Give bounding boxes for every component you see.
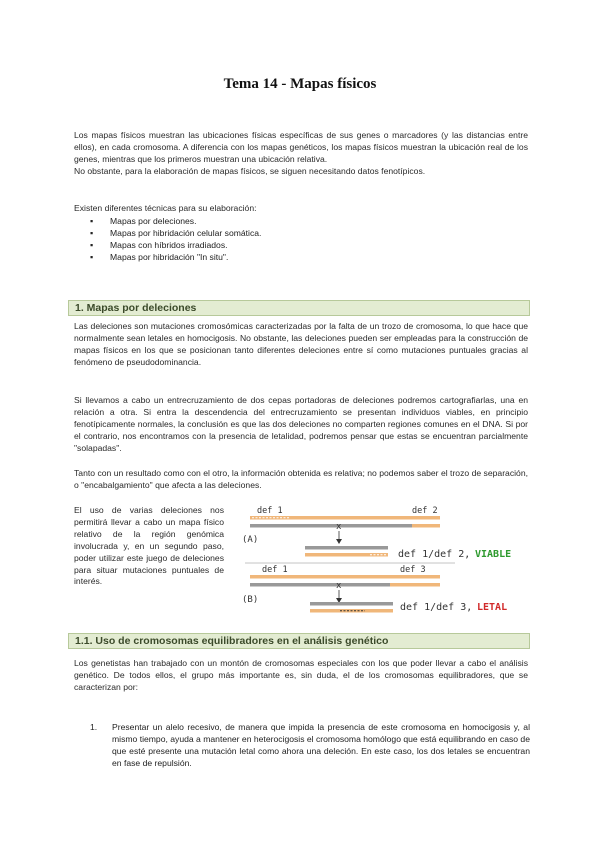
deletion-1-label-b: def 1: [262, 565, 288, 575]
section-heading-1-1: 1.1. Uso de cromosomas equilibradores en el análisis genético: [68, 633, 530, 649]
intro-paragraph-1: Los mapas físicos muestran las ubicaciones físicas específicas de sus genes o marcadores (y las distancias entre ellos), en cada cromosoma. A diferencia con los mapas genéticos, los mapas físicos muestran la ubicación real de los genes, mientras que los primeros muestran una ubicación relativa.: [74, 130, 528, 164]
result-a-label: def 1/def 2,: [398, 549, 471, 560]
arrow-a-head: [336, 539, 342, 544]
list-item: ▪ Mapas por hibridación "In situ".: [90, 251, 261, 263]
page-title: Tema 14 - Mapas físicos: [223, 76, 377, 92]
intro-text: [74, 130, 528, 178]
list-item: ▪ Mapas por hibridación celular somática.: [90, 227, 261, 239]
section11-paragraph-1: Los genetistas han trabajado con un montón de cromosomas especiales con los que poder llevar a cabo el análisis genético. De todos ellos, el grupo más importante es, sin duda, el de los cromosomas equilibradores, que se caracterizan por:: [74, 658, 528, 692]
deletion-2-label: def 2: [412, 506, 438, 516]
viable-label: VIABLE: [475, 549, 512, 560]
list-item: ▪ Mapas por deleciones.: [90, 215, 261, 227]
list-item: Presentar un alelo recesivo, de manera que impida la presencia de este cromosoma en homocigosis y, al mismo tiempo, ayuda a mantener en heterocigosis el cromosoma homólogo que está equilibrando en caso de que esté presente una mutación letal como ahora una deleción. En este caso, los dos letales se encuentran en fase de repulsión.: [112, 722, 530, 768]
techniques-list: [90, 215, 261, 263]
section-heading-1: 1. Mapas por deleciones: [68, 300, 530, 316]
numbered-list: [90, 722, 530, 770]
techniques-intro: Existen diferentes técnicas para su elaboración:: [74, 203, 257, 213]
section1-side-text: El uso de varias deleciones nos permitirá llevar a cabo un mapa físico relativo de la región genómica involucrada y, en un segundo paso, poder utilizar este juego de deleciones para situar mutaciones puntuales de interés.: [74, 505, 224, 587]
label-b: (B): [242, 595, 259, 605]
label-a: (A): [242, 535, 259, 545]
cross-symbol-a: x: [336, 522, 342, 532]
list-item-number: 1.: [90, 722, 98, 732]
lethal-label: LETAL: [477, 602, 508, 613]
chromosome-bar: [250, 524, 440, 528]
deletion-1-label: def 1: [257, 506, 283, 516]
chromosome-bar: [310, 602, 393, 606]
section1-paragraph-2: Si llevamos a cabo un entrecruzamiento de dos cepas portadoras de deleciones podremos cartografiarlas, una en relación a otra. Si entra la descendencia del entrecruzamiento se presentan individuos viables, en principio fenotípicamente normales, la conclusión es que las dos deleciones no comparten regiones comunes en el DNA. Si por el contrario, nos encontramos con la presencia de letalidad, podremos pensar que estas se encuentran parcialmente "solapadas".: [74, 395, 528, 453]
section1-paragraph-1: Las deleciones son mutaciones cromosómicas caracterizadas por la falta de un trozo de cromosoma, lo que hace que normalmente sean letales en homocigosis. No obstante, las deleciones pueden ser empleadas para la construcción de mapas físicos en los que se posicionan tanto diferentes deleciones entre sí como mutaciones puntuales gracias al fenómeno de pseudodominancia.: [74, 321, 528, 367]
cross-symbol-b: x: [336, 581, 342, 591]
result-b-label: def 1/def 3,: [400, 602, 473, 613]
chromosome-bar: [305, 553, 388, 557]
section1-paragraph-3: Tanto con un resultado como con el otro, la información obtenida es relativa; no podemos saber el trozo de separación, o "encabalgamiento" que afecta a las deleciones.: [74, 468, 528, 490]
deletion-3-label: def 3: [400, 565, 426, 575]
chromosome-bar: [305, 546, 388, 550]
list-item: ▪ Mapas con híbridos irradiados.: [90, 239, 261, 251]
intro-paragraph-2: No obstante, para la elaboración de mapas físicos, se siguen necesitando datos fenotípicos.: [74, 165, 426, 176]
chromosome-bar: [250, 575, 440, 579]
deletion-diagram: [240, 502, 540, 617]
